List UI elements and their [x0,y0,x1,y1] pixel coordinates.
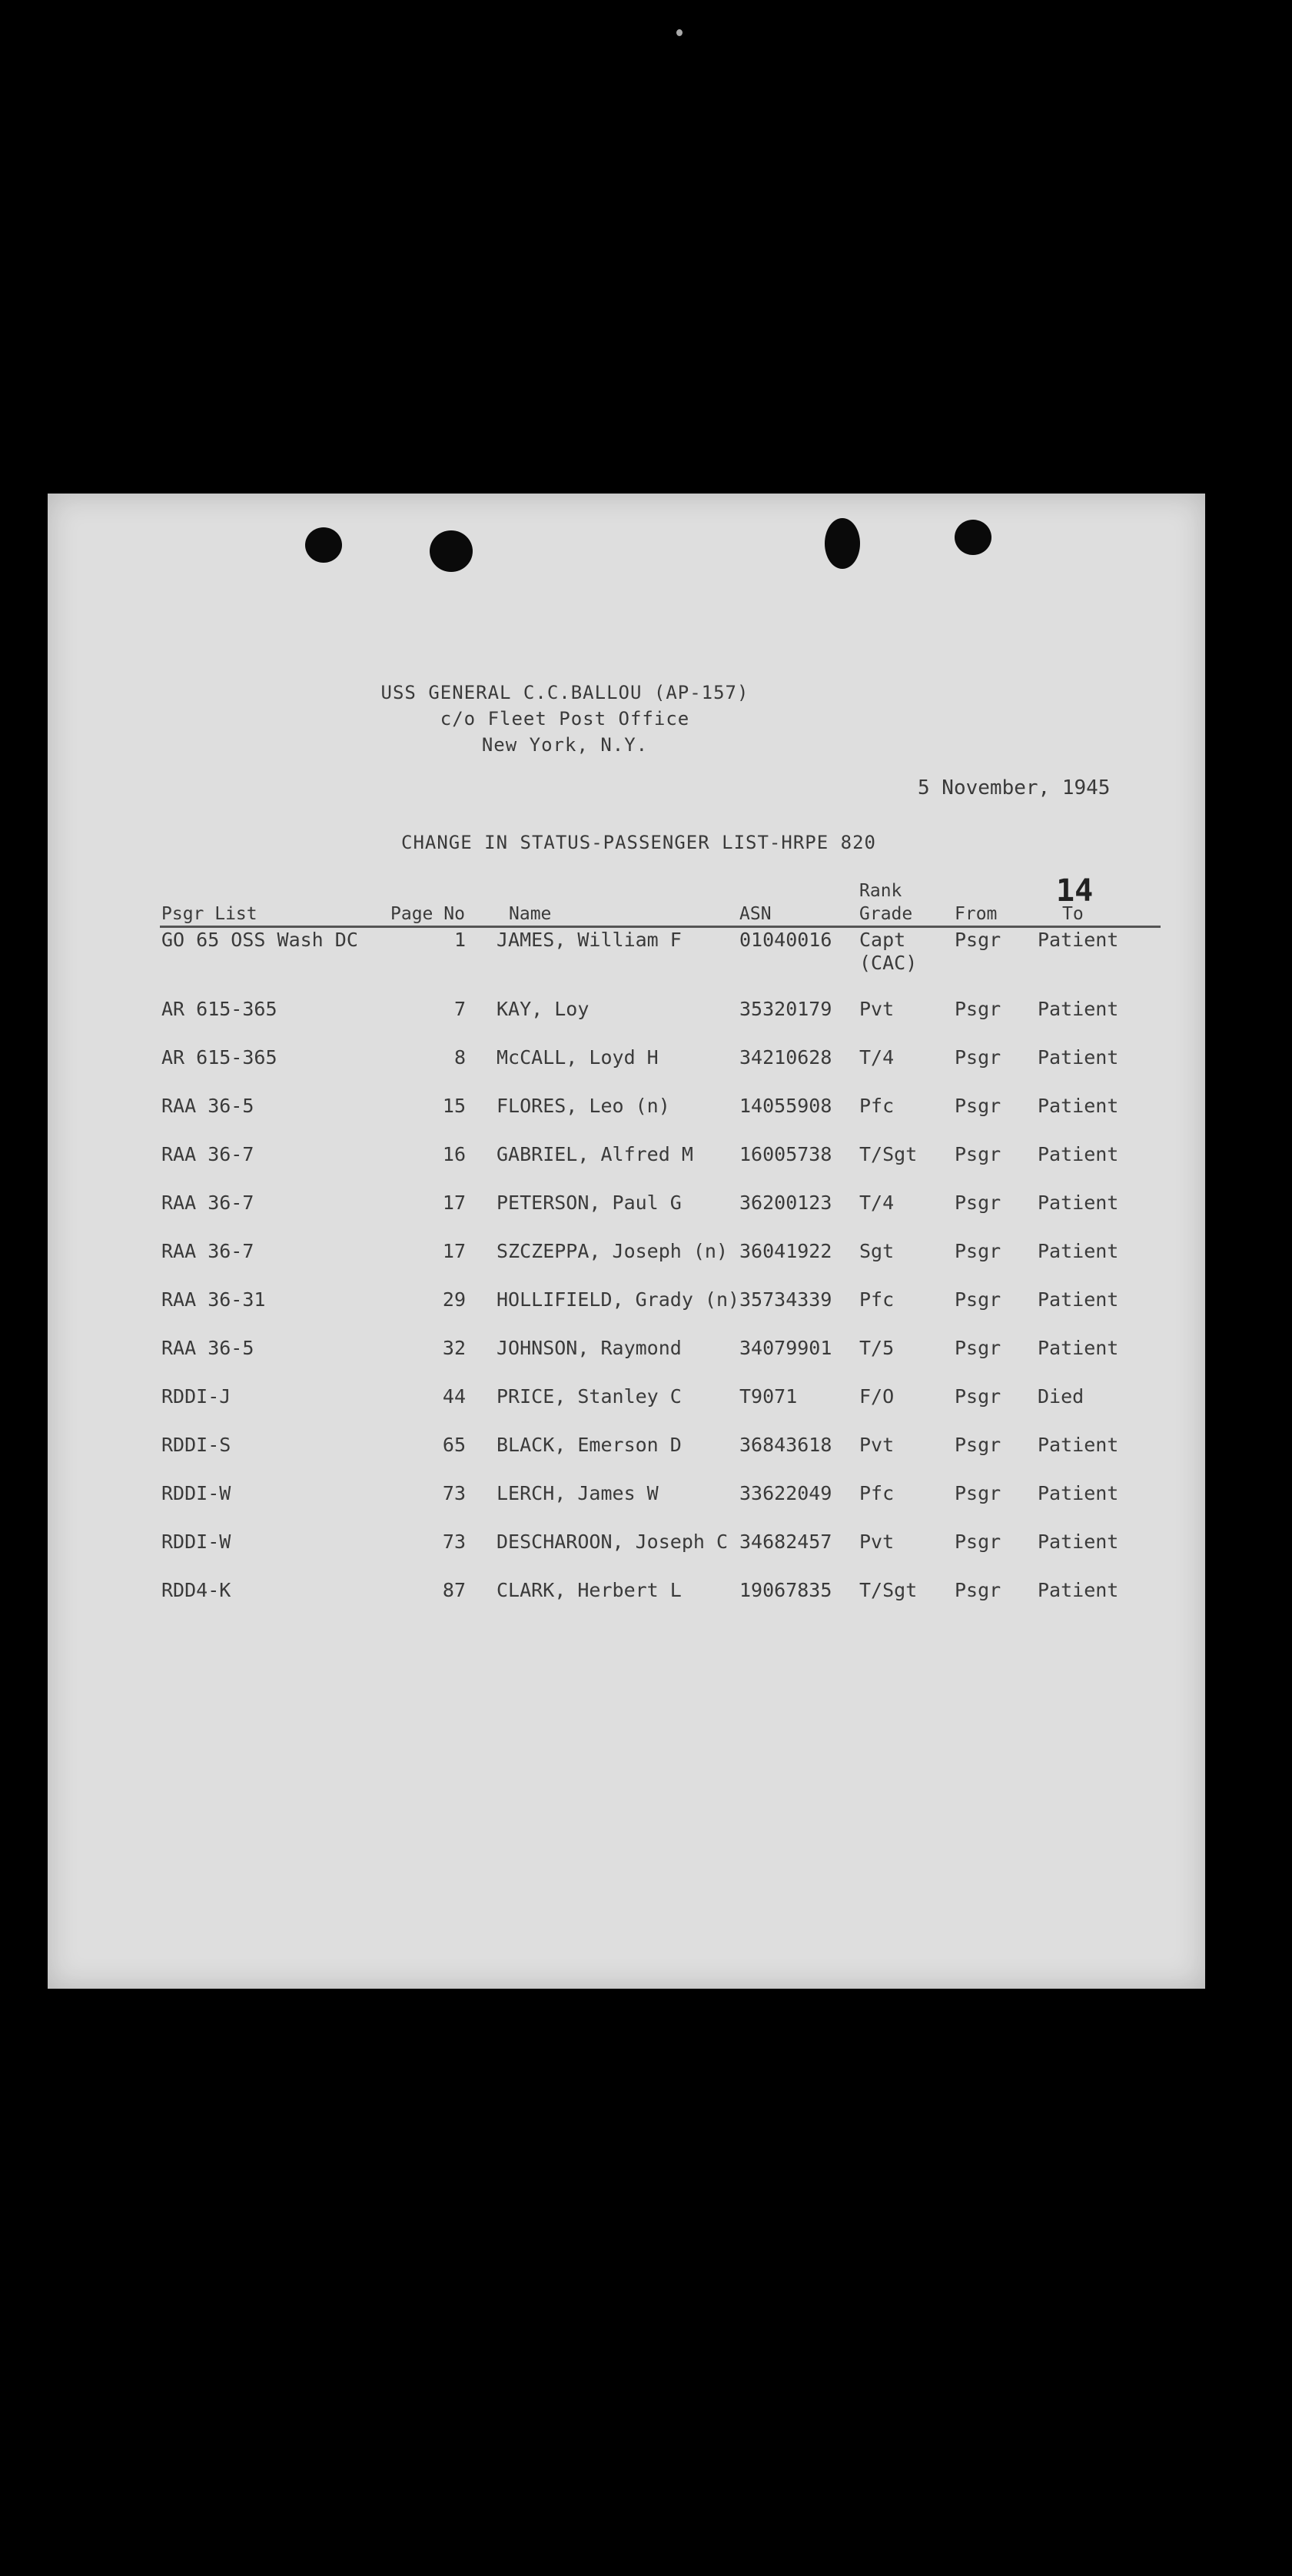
cell-name: SZCZEPPA, Joseph (n) [497,1240,729,1262]
cell-name: McCALL, Loyd H [497,1046,659,1069]
cell-from: Psgr [955,1434,1001,1456]
cell-page: 1 [453,929,466,951]
cell-asn: 35320179 [739,998,832,1020]
cell-from: Psgr [955,1143,1001,1165]
cell-to: Died [1038,1385,1084,1408]
cell-to: Patient [1038,929,1119,951]
cell-from: Psgr [955,1288,1001,1311]
cell-rank: Pfc [859,1288,895,1311]
cell-to: Patient [1038,998,1119,1020]
cell-asn: 34210628 [739,1046,832,1069]
cell-name: GABRIEL, Alfred M [497,1143,693,1165]
cell-list: RDDI-S [161,1434,231,1456]
cell-page: 8 [453,1046,466,1069]
cell-to: Patient [1038,1579,1119,1601]
cell-asn: 36200123 [739,1192,832,1214]
cell-asn: 35734339 [739,1288,832,1311]
cell-page: 73 [442,1482,466,1504]
punch-hole [955,520,991,555]
cell-to: Patient [1038,1095,1119,1117]
cell-to: Patient [1038,1434,1119,1456]
cell-from: Psgr [955,929,1001,951]
header-rule [160,926,1161,928]
column-header-from: From [955,904,998,924]
table-row [48,1385,1205,1416]
table-row [48,1434,1205,1464]
cell-asn: 34682457 [739,1531,832,1553]
cell-list: RDDI-W [161,1531,231,1553]
cell-name: PETERSON, Paul G [497,1192,682,1214]
table-row [48,1579,1205,1610]
cell-rank-note: (CAC) [859,952,918,974]
column-header-grade: Grade [859,904,913,924]
document-sheet [48,494,1205,1989]
punch-hole [825,518,860,569]
letterhead [0,680,1144,758]
cell-from: Psgr [955,1192,1001,1214]
cell-rank: T/Sgt [859,1143,918,1165]
cell-name: CLARK, Herbert L [497,1579,682,1601]
cell-page: 87 [442,1579,466,1601]
cell-asn: 19067835 [739,1579,832,1601]
page-number: 14 [1056,873,1094,909]
cell-list: RDDI-J [161,1385,231,1408]
cell-page: 17 [442,1192,466,1214]
cell-rank: T/Sgt [859,1579,918,1601]
cell-name: JAMES, William F [497,929,682,951]
table-row [48,1095,1205,1125]
cell-list: AR 615-365 [161,1046,277,1069]
cell-from: Psgr [955,1337,1001,1359]
cell-rank: Pvt [859,998,895,1020]
column-header-rank: Rank [859,881,902,901]
cell-list: RDDI-W [161,1482,231,1504]
cell-asn: 16005738 [739,1143,832,1165]
column-header-name: Name [509,904,552,924]
table-row [48,1482,1205,1513]
column-header-to: To [1062,904,1084,924]
cell-list: RAA 36-31 [161,1288,266,1311]
cell-name: HOLLIFIELD, Grady (n) [497,1288,740,1311]
cell-to: Patient [1038,1482,1119,1504]
table-row [48,1143,1205,1174]
cell-list: RAA 36-7 [161,1240,254,1262]
punch-hole [305,527,342,563]
cell-list: GO 65 OSS Wash DC [161,929,358,951]
cell-list: RAA 36-5 [161,1095,254,1117]
table-row [48,998,1205,1029]
cell-to: Patient [1038,1337,1119,1359]
scan-speck [676,29,683,36]
cell-list: RAA 36-7 [161,1192,254,1214]
cell-page: 17 [442,1240,466,1262]
cell-name: DESCHAROON, Joseph C [497,1531,729,1553]
cell-list: RDD4-K [161,1579,231,1601]
table-row [48,1240,1205,1271]
cell-from: Psgr [955,1482,1001,1504]
cell-page: 73 [442,1531,466,1553]
cell-from: Psgr [955,1240,1001,1262]
cell-name: FLORES, Leo (n) [497,1095,670,1117]
cell-name: BLACK, Emerson D [497,1434,682,1456]
cell-rank: T/4 [859,1192,895,1214]
table-row [48,1288,1205,1319]
cell-list: AR 615-365 [161,998,277,1020]
cell-asn: 33622049 [739,1482,832,1504]
cell-page: 29 [442,1288,466,1311]
cell-rank: F/O [859,1385,895,1408]
cell-from: Psgr [955,1385,1001,1408]
cell-page: 32 [442,1337,466,1359]
letterhead-line: USS GENERAL C.C.BALLOU (AP-157) [380,682,749,703]
table-row [48,1337,1205,1368]
cell-rank: Capt [859,929,906,951]
cell-asn: 01040016 [739,929,832,951]
cell-page: 7 [453,998,466,1020]
cell-name: JOHNSON, Raymond [497,1337,682,1359]
cell-to: Patient [1038,1192,1119,1214]
document-title: CHANGE IN STATUS-PASSENGER LIST-HRPE 820 [401,832,876,853]
cell-to: Patient [1038,1046,1119,1069]
cell-asn: 36843618 [739,1434,832,1456]
document-date: 5 November, 1945 [918,776,1111,799]
cell-page: 16 [442,1143,466,1165]
cell-to: Patient [1038,1531,1119,1553]
cell-list: RAA 36-7 [161,1143,254,1165]
cell-name: KAY, Loy [497,998,590,1020]
cell-asn: 34079901 [739,1337,832,1359]
cell-page: 65 [442,1434,466,1456]
cell-name: PRICE, Stanley C [497,1385,682,1408]
cell-page: 44 [442,1385,466,1408]
cell-rank: Pvt [859,1531,895,1553]
cell-to: Patient [1038,1143,1119,1165]
cell-list: RAA 36-5 [161,1337,254,1359]
cell-rank: Sgt [859,1240,895,1262]
cell-to: Patient [1038,1288,1119,1311]
letterhead-line: c/o Fleet Post Office [440,708,690,730]
cell-from: Psgr [955,998,1001,1020]
cell-to: Patient [1038,1240,1119,1262]
cell-from: Psgr [955,1046,1001,1069]
punch-hole [430,530,473,572]
cell-rank: Pfc [859,1482,895,1504]
cell-rank: Pfc [859,1095,895,1117]
column-header-page: Page No [390,904,465,924]
letterhead-line: New York, N.Y. [481,734,649,756]
cell-name: LERCH, James W [497,1482,659,1504]
cell-from: Psgr [955,1531,1001,1553]
table-row [48,1192,1205,1222]
cell-asn: T9071 [739,1385,798,1408]
cell-rank: T/4 [859,1046,895,1069]
cell-page: 15 [442,1095,466,1117]
cell-asn: 36041922 [739,1240,832,1262]
cell-asn: 14055908 [739,1095,832,1117]
table-row [48,929,1205,974]
cell-from: Psgr [955,1095,1001,1117]
table-row [48,1531,1205,1561]
cell-rank: T/5 [859,1337,895,1359]
table-row [48,1046,1205,1077]
cell-rank: Pvt [859,1434,895,1456]
column-header-asn: ASN [739,904,772,924]
column-header-list: Psgr List [161,904,257,924]
cell-from: Psgr [955,1579,1001,1601]
